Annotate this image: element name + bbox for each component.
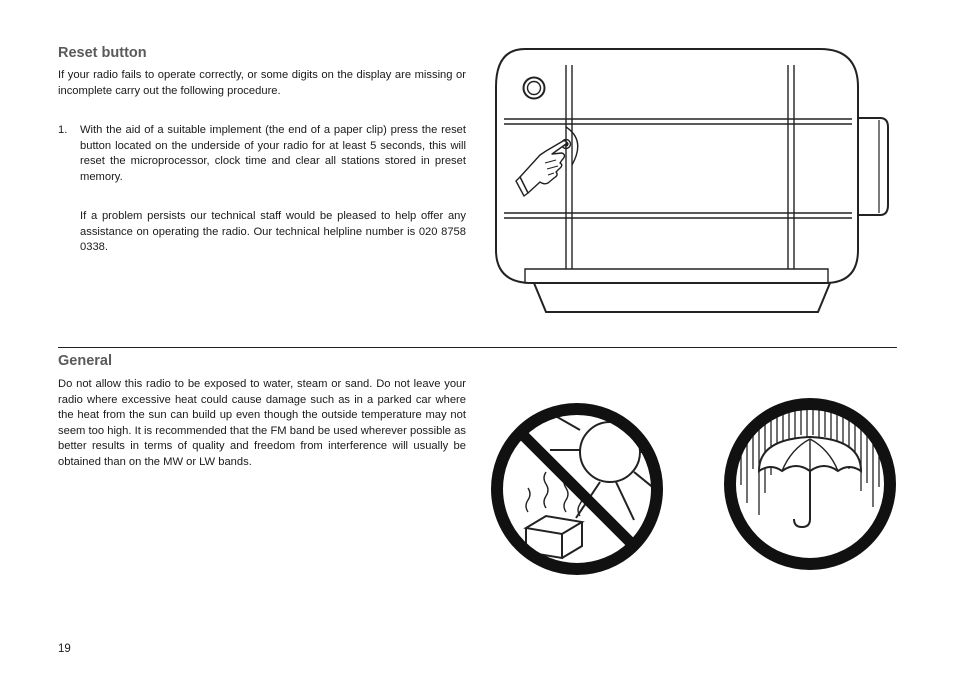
help-text: If a problem persists our technical staff would be pleased to help offer any assistance on operating the radio. Our technical helpline number is 020 8758 0338. xyxy=(80,210,466,253)
reset-step-text: With the aid of a suitable implement (the end of a paper clip) press the reset button located on the underside of your radio for at least 5 seconds, this will reset the microprocessor, clock time and clear all stations stored in preset memory. xyxy=(80,124,466,183)
no-heat-sun-icon xyxy=(488,400,666,578)
section-divider xyxy=(58,347,897,348)
general-text: Do not allow this radio to be exposed to water, steam or sand. Do not leave your radio where excessive heat could cause damage such as in a parked car where the heat from the sun can build up even though the outside temperature may not seem too high. It is recommended that the FM band be used wherever possible as better results in terms of quality and freedom from interference will usually be obtained than on the MW or LW bands. xyxy=(58,378,466,468)
step-number: 1. xyxy=(58,124,68,136)
reset-heading: Reset button xyxy=(58,45,147,61)
page-number: 19 xyxy=(58,643,71,655)
general-heading: General xyxy=(58,353,112,369)
radio-underside-reset-icon xyxy=(490,45,896,320)
no-rain-umbrella-icon xyxy=(721,395,899,573)
reset-intro-text: If your radio fails to operate correctly, or some digits on the display are missing or incomplete carry out the following procedure. xyxy=(58,69,466,97)
